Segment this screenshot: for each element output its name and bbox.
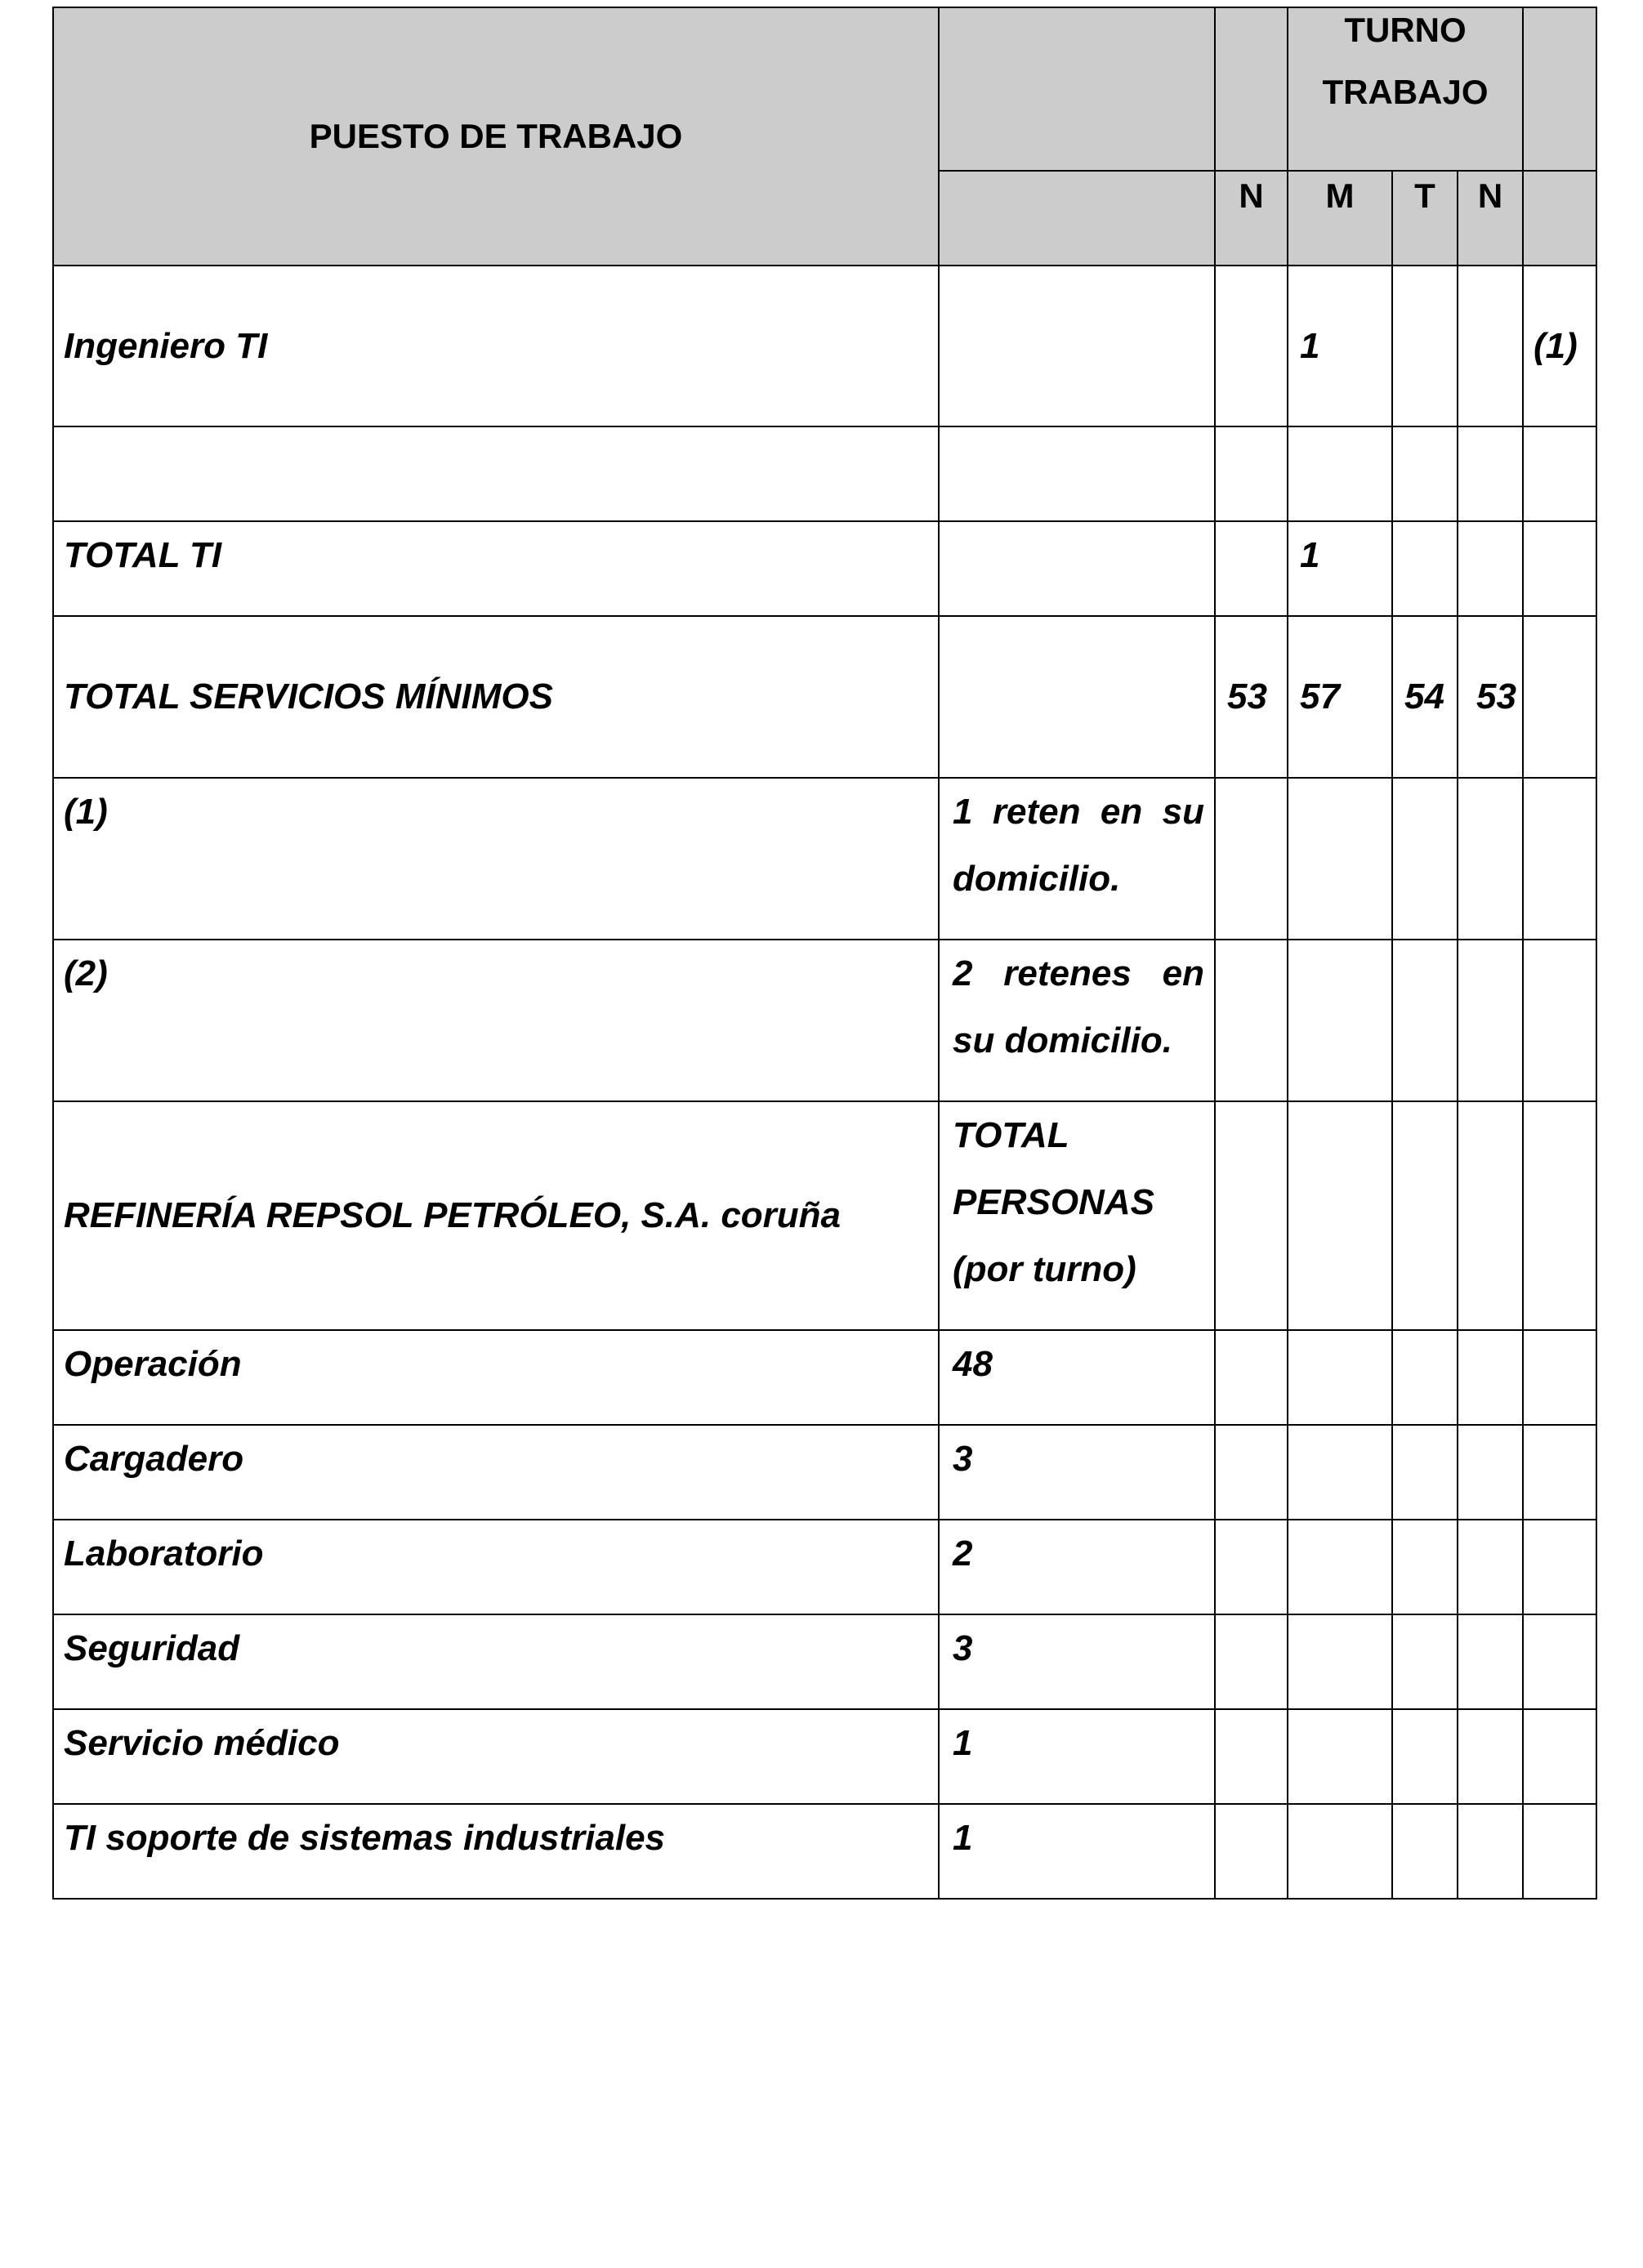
table-cell xyxy=(1458,1425,1523,1520)
total-personas-line: PERSONAS xyxy=(953,1182,1154,1222)
note-text-line: 2 retenes en xyxy=(953,953,1204,993)
table-row xyxy=(53,778,1596,940)
personas-value: 1 xyxy=(939,1804,1215,1899)
note-text-line: 1 reten en su xyxy=(953,792,1204,832)
shift-m-value: 1 xyxy=(1288,521,1392,616)
table-cell xyxy=(1288,1425,1392,1520)
table-cell xyxy=(53,426,939,521)
table-cell xyxy=(1523,940,1596,1101)
table-cell xyxy=(1458,778,1523,940)
table-cell xyxy=(1288,778,1392,940)
table-cell xyxy=(1392,1101,1458,1330)
table-cell xyxy=(1288,1520,1392,1614)
table-row xyxy=(53,266,1596,426)
table-cell xyxy=(1458,1804,1523,1899)
table-row xyxy=(53,616,1596,778)
note-reference: (1) xyxy=(1523,266,1596,426)
table-cell xyxy=(1392,940,1458,1101)
table-row xyxy=(53,1330,1596,1425)
row-label: Laboratorio xyxy=(53,1520,939,1614)
table-cell xyxy=(1392,1425,1458,1520)
table-cell xyxy=(1215,521,1288,616)
row-label: (2) xyxy=(53,940,939,1101)
header-empty-cell xyxy=(1523,171,1596,266)
table-cell xyxy=(1523,426,1596,521)
table-cell xyxy=(1288,1709,1392,1804)
shift-m-value: 1 xyxy=(1288,266,1392,426)
table-cell xyxy=(1458,1520,1523,1614)
table-cell xyxy=(1523,1709,1596,1804)
shift-n1-value: 53 xyxy=(1215,616,1288,778)
table-row xyxy=(53,521,1596,616)
table-cell xyxy=(1215,1709,1288,1804)
row-label: Seguridad xyxy=(53,1614,939,1709)
table-cell xyxy=(1523,1520,1596,1614)
table-cell xyxy=(1215,1330,1288,1425)
note-text-line: su domicilio. xyxy=(953,1020,1172,1060)
header-empty-cell xyxy=(1523,7,1596,171)
personas-value: 2 xyxy=(939,1520,1215,1614)
total-personas-header xyxy=(939,1101,1215,1330)
shift-n2-value: 53 xyxy=(1458,616,1523,778)
table-cell xyxy=(1458,426,1523,521)
table-cell xyxy=(1392,1804,1458,1899)
row-label: TOTAL TI xyxy=(53,521,939,616)
table-cell xyxy=(1523,1804,1596,1899)
table-cell xyxy=(1215,1425,1288,1520)
note-text xyxy=(939,778,1215,940)
table-row xyxy=(53,426,1596,521)
table-cell xyxy=(1288,426,1392,521)
personas-value: 3 xyxy=(939,1614,1215,1709)
note-text-line: domicilio. xyxy=(953,859,1121,899)
header-empty-cell xyxy=(939,171,1215,266)
table-cell xyxy=(1392,521,1458,616)
table-cell xyxy=(1288,1614,1392,1709)
total-personas-line: TOTAL xyxy=(953,1115,1069,1155)
table-row xyxy=(53,1614,1596,1709)
table-cell xyxy=(1523,1101,1596,1330)
table-cell xyxy=(939,426,1215,521)
row-label: Operación xyxy=(53,1330,939,1425)
table-cell xyxy=(1288,1101,1392,1330)
table-cell xyxy=(1458,521,1523,616)
row-label: TI soporte de sistemas industriales xyxy=(53,1804,939,1899)
table-cell xyxy=(1458,1709,1523,1804)
servicios-minimos-table xyxy=(52,7,1597,1900)
table-cell xyxy=(1523,1425,1596,1520)
table-cell xyxy=(1215,1520,1288,1614)
table-cell xyxy=(1288,1804,1392,1899)
table-cell xyxy=(1458,1614,1523,1709)
table-cell xyxy=(1392,1520,1458,1614)
personas-value: 3 xyxy=(939,1425,1215,1520)
header-row-1 xyxy=(53,7,1596,171)
table-cell xyxy=(1215,266,1288,426)
turno-line-2: TRABAJO xyxy=(1322,73,1489,111)
table-cell xyxy=(1288,1330,1392,1425)
turno-line-1: TURNO xyxy=(1344,11,1467,49)
puesto-de-trabajo-header: PUESTO DE TRABAJO xyxy=(53,7,939,266)
row-label: Cargadero xyxy=(53,1425,939,1520)
table-row xyxy=(53,1520,1596,1614)
total-personas-line: (por turno) xyxy=(953,1249,1136,1289)
table-cell xyxy=(939,266,1215,426)
table-row xyxy=(53,1804,1596,1899)
table-cell xyxy=(1392,1330,1458,1425)
turno-trabajo-header xyxy=(1288,7,1523,171)
table-cell xyxy=(1215,1101,1288,1330)
table-cell xyxy=(1523,616,1596,778)
table-cell xyxy=(1215,778,1288,940)
table-row xyxy=(53,1709,1596,1804)
table-cell xyxy=(1523,1614,1596,1709)
table-cell xyxy=(1392,266,1458,426)
shift-m-header: M xyxy=(1288,171,1392,266)
table-cell xyxy=(939,616,1215,778)
table-cell xyxy=(1288,940,1392,1101)
table-cell xyxy=(1458,266,1523,426)
shift-t-header: T xyxy=(1392,171,1458,266)
table-cell xyxy=(1458,1101,1523,1330)
table-cell xyxy=(1215,1614,1288,1709)
table-cell xyxy=(1392,426,1458,521)
table-cell xyxy=(1523,521,1596,616)
shift-n2-header: N xyxy=(1458,171,1523,266)
table-cell xyxy=(1458,940,1523,1101)
table-cell xyxy=(1392,778,1458,940)
row-label: REFINERÍA REPSOL PETRÓLEO, S.A. coruña xyxy=(53,1101,939,1330)
shift-n1-header: N xyxy=(1215,171,1288,266)
row-label: (1) xyxy=(53,778,939,940)
table-cell xyxy=(939,521,1215,616)
table-cell xyxy=(1392,1709,1458,1804)
table-cell xyxy=(1523,778,1596,940)
table-cell xyxy=(1523,1330,1596,1425)
table-cell xyxy=(1215,1804,1288,1899)
row-label: Ingeniero TI xyxy=(53,266,939,426)
shift-t-value: 54 xyxy=(1392,616,1458,778)
table-cell xyxy=(1215,940,1288,1101)
header-empty-cell xyxy=(939,7,1215,171)
personas-value: 1 xyxy=(939,1709,1215,1804)
personas-value: 48 xyxy=(939,1330,1215,1425)
table-cell xyxy=(1215,426,1288,521)
table-row xyxy=(53,940,1596,1101)
row-label: TOTAL SERVICIOS MÍNIMOS xyxy=(53,616,939,778)
table-cell xyxy=(1392,1614,1458,1709)
shift-m-value: 57 xyxy=(1288,616,1392,778)
table-row xyxy=(53,1101,1596,1330)
header-empty-cell xyxy=(1215,7,1288,171)
table-cell xyxy=(1458,1330,1523,1425)
note-text xyxy=(939,940,1215,1101)
table-row xyxy=(53,1425,1596,1520)
row-label: Servicio médico xyxy=(53,1709,939,1804)
